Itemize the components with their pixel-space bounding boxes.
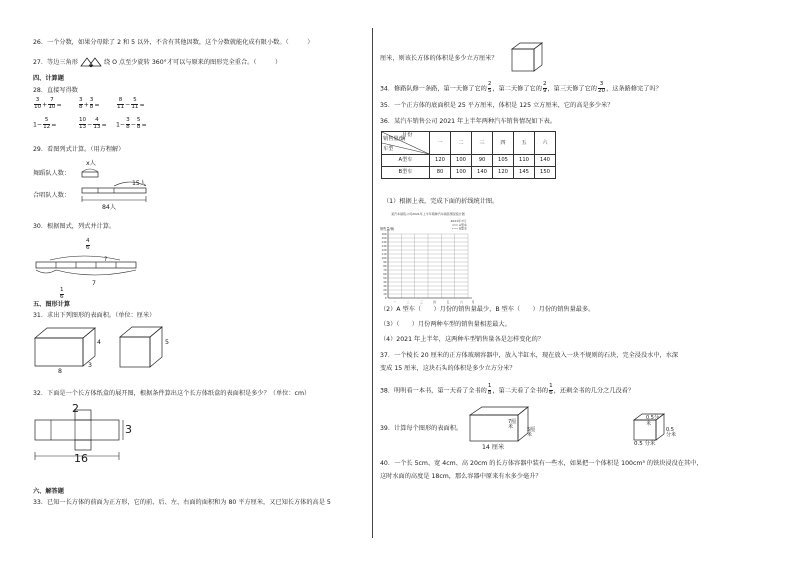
table-row: B型车 80 100 140 120 145 150	[382, 167, 556, 179]
q30-top-fraction: $\frac{4}{6}$	[86, 238, 90, 251]
column-divider	[372, 28, 373, 538]
q37-text-a: 37．一个棱长 20 厘米的正方体玻璃容器中，放入半缸水，现在放入一块不规则的石块，完全浸没水中，水深	[380, 352, 679, 359]
q39-cube-height: 0.5分米	[646, 415, 659, 427]
table-row: A型车 120 100 90 105 110 140	[382, 155, 556, 167]
q31-title: 31．求出下列图形的表面积。（单位：厘米）	[33, 312, 156, 319]
fraction: $\frac{2}{9}$	[542, 81, 547, 94]
fraction: $\frac{5}{12}$	[43, 117, 51, 130]
fraction: $\frac{3}{8}$	[79, 97, 83, 110]
q27-text-b: 绕 O 点至少旋转 360°才可以与原来的图形完全重合。（ ）	[103, 59, 282, 66]
x-tick-label: 一	[393, 300, 397, 304]
q30-title: 30．根据图式，列式并计算。	[33, 223, 116, 230]
q36-sub2: （2）A 型车（ ）月份的销售量最少，B 型车（ ）月份的销售量最多。	[380, 306, 595, 313]
q29-title: 29．看图列式计算。（用方程解）	[33, 146, 125, 153]
q26-text: 26．一个分数，如果分母除了 2 和 5 以外，不含有其他因数，这个分数就能化成有限小数。（ ）	[33, 39, 314, 46]
fraction: $\frac{2}{5}$	[487, 81, 492, 94]
q36-sub4: （4）2021 年上半年，这两种车型销售量各是怎样变化的？	[380, 336, 544, 343]
q29-bar-diagram	[80, 166, 160, 206]
chart-title: 某汽车销售公司2021年上半年两种汽车销售情况统计图	[391, 212, 465, 216]
q30-bottom-label: 7	[92, 280, 96, 287]
table-diagonal-header: 月份 销售量/辆 车型	[382, 132, 430, 155]
y-axis-label: 销售量/辆	[380, 227, 394, 231]
x-tick-label: 五	[446, 300, 450, 304]
q30-bottom-fraction: $\frac{1}{6}$	[60, 287, 64, 300]
q35-text: 35．一个正方体的底面积是 25 平方厘米，体积是 125 立方厘米，它的高是多少米？	[380, 102, 614, 109]
q28-row1: $\frac{3}{10}$ + $\frac{7}{10}$ =	[34, 97, 62, 110]
q32-dim-3: 3	[125, 423, 132, 436]
x-axis-label: 月	[471, 300, 475, 304]
fraction: $\frac{3}{8}$	[89, 97, 94, 110]
q39-cuboid-width: 5厘米	[527, 427, 536, 438]
q36-sub3: （3）（ ）月份两种车型的销售量相差最大。	[380, 321, 511, 328]
fraction: $\frac{5}{11}$	[131, 97, 139, 110]
month-header: 三	[472, 132, 493, 155]
q37-text-b: 变成 15 厘米，这块石头的体积是多少立方分米？	[380, 365, 516, 372]
q29-15-label: 15人	[132, 180, 147, 187]
q29-x-label: x人	[86, 160, 96, 167]
q27-text-a: 27．等边三角形	[33, 59, 78, 66]
month-header: 二	[451, 132, 472, 155]
y-tick-label: 10	[383, 293, 387, 296]
q29-84-label: 84人	[102, 204, 117, 211]
x-tick-label: 三	[419, 300, 423, 304]
q31-cube-figure	[118, 325, 164, 371]
q36-sub1: （1）根据上表，完成下面的折线统计图。	[383, 198, 499, 205]
q31-cube-edge: 5	[165, 339, 169, 346]
fraction: $\frac{1}{8}$	[487, 383, 492, 396]
q40-text-b: 这时水面的高度是 18cm，那么容器中原来有水多少毫升？	[380, 473, 542, 480]
fraction: $\frac{10}{13}$	[79, 117, 87, 130]
legend-label: B型车	[459, 226, 468, 231]
y-tick-label: 70	[383, 269, 387, 272]
fraction: $\frac{3}{8}$	[126, 117, 130, 130]
fraction: $\frac{3}{10}$	[34, 97, 42, 110]
q28-row2-a: 1− $\frac{5}{12}$ =	[33, 117, 57, 130]
y-tick-label: 80	[383, 265, 387, 268]
fraction: $\frac{8}{11}$	[117, 97, 125, 110]
x-tick-label: 二	[406, 300, 410, 304]
q32-title: 32．下面是一个长方体纸盒的展开图，根据条件算出这个长方体纸盒的表面积是多少？（单位：cm）	[33, 390, 311, 397]
q33-text-a: 33．已知一长方体的前面为正方形，它的前、后、左、右面的面积和为 80 平方厘米，又已知长方体的高是 5	[33, 499, 331, 506]
q38: 38．明明看一本书，第一天看了全书的 $\frac{1}{8}$ ，第二天看了全书的 $\frac{1}{6}$ ，还剩全书的几分之几没看？	[380, 383, 635, 396]
y-tick-label: 20	[383, 289, 387, 292]
x-tick-label: 四	[433, 300, 437, 304]
y-tick-label: 90	[383, 261, 387, 264]
x-tick-label: 六	[459, 300, 463, 304]
q39-cube-width: 0.5分米	[666, 427, 677, 438]
q27	[33, 57, 281, 67]
y-tick-label: 130	[381, 245, 387, 248]
month-header: 五	[514, 132, 535, 155]
q31-cuboid-figure	[33, 324, 103, 372]
q31-cuboid-width: 3	[88, 362, 92, 369]
triangle-rotation-icon	[80, 57, 102, 67]
month-header: 一	[430, 132, 451, 155]
y-tick-label: 50	[383, 277, 387, 280]
q39-title: 39．计算每个图形的表面积。	[380, 425, 463, 432]
q34: 34．修路队修一条路，第一天修了它的 $\frac{2}{5}$ ，第二天修了它的 $\frac{2}{9}$ ，第三天修了它的 $\frac{3}{20}$ ，这条路修完了吗？	[380, 81, 662, 94]
legend-label: A型车	[459, 223, 468, 227]
q33-cube-figure	[510, 41, 544, 75]
y-tick-label: 110	[381, 253, 387, 256]
q29-choir-label: 合唱队人数：	[33, 192, 71, 199]
q30-unknown-label: ?	[104, 256, 108, 263]
q28-row2-b: $\frac{10}{13}$ − $\frac{4}{13}$ =	[79, 117, 107, 130]
y-tick-label: 30	[383, 285, 387, 288]
q40-text-a: 40．一个长 5cm、宽 4cm、高 20cm 的长方体容器中装有一些水，如果把一个体积是 100cm³ 的铁块浸没在其中，	[380, 460, 703, 467]
chart-date: 2021年7月	[450, 219, 466, 223]
q39-cube-length: 0.5 分米	[634, 441, 656, 447]
section-4-title: 四、计算题	[33, 75, 64, 82]
q31-cuboid-length: 8	[58, 368, 62, 375]
q36-line-chart	[376, 210, 486, 305]
y-tick-label: 0	[384, 297, 387, 300]
fraction: $\frac{5}{8}$	[136, 117, 141, 130]
y-tick-label: 60	[383, 273, 387, 276]
q28-title: 28．直接写得数	[33, 87, 78, 94]
month-header: 四	[493, 132, 514, 155]
y-tick-label: 150	[381, 237, 387, 240]
q29-dance-label: 舞蹈队人数：	[33, 170, 71, 177]
q33-text-b: 厘米，则该长方体的体积是多少立方厘米？	[380, 55, 498, 62]
q28-row1-c: $\frac{8}{11}$ − $\frac{5}{11}$ =	[117, 97, 145, 110]
section-6-title: 六、解答题	[33, 488, 64, 495]
q39-cuboid-length: 14 厘米	[482, 444, 505, 451]
q36-sales-table	[381, 131, 556, 179]
q32-dim-16: 16	[74, 452, 88, 465]
q32-dim-2: 2	[72, 402, 79, 415]
y-tick-label: 120	[381, 249, 387, 252]
y-tick-label: 100	[381, 257, 387, 260]
y-tick-label: 40	[383, 281, 387, 284]
y-tick-label: 160	[381, 233, 387, 236]
q39-cuboid-height: 7厘米	[508, 419, 517, 430]
fraction: $\frac{3}{20}$	[598, 81, 606, 94]
q28-row2-c: 1− $\frac{3}{8}$ − $\frac{5}{8}$ =	[116, 117, 147, 130]
q36-title: 36．某汽车销售公司 2021 年上半年两种汽车销售情况如下表。	[380, 118, 557, 125]
fraction: $\frac{4}{13}$	[93, 117, 101, 130]
q30-segment-diagram	[34, 255, 140, 285]
section-5-title: 五、图形计算	[33, 301, 71, 308]
y-tick-label: 140	[381, 241, 387, 244]
q28-row1-b: $\frac{3}{8}$ + $\frac{3}{8}$ =	[79, 97, 100, 110]
month-header: 六	[535, 132, 556, 155]
fraction: $\frac{7}{10}$	[48, 97, 56, 110]
q31-cuboid-height: 4	[97, 339, 101, 346]
fraction: $\frac{1}{6}$	[549, 383, 553, 396]
